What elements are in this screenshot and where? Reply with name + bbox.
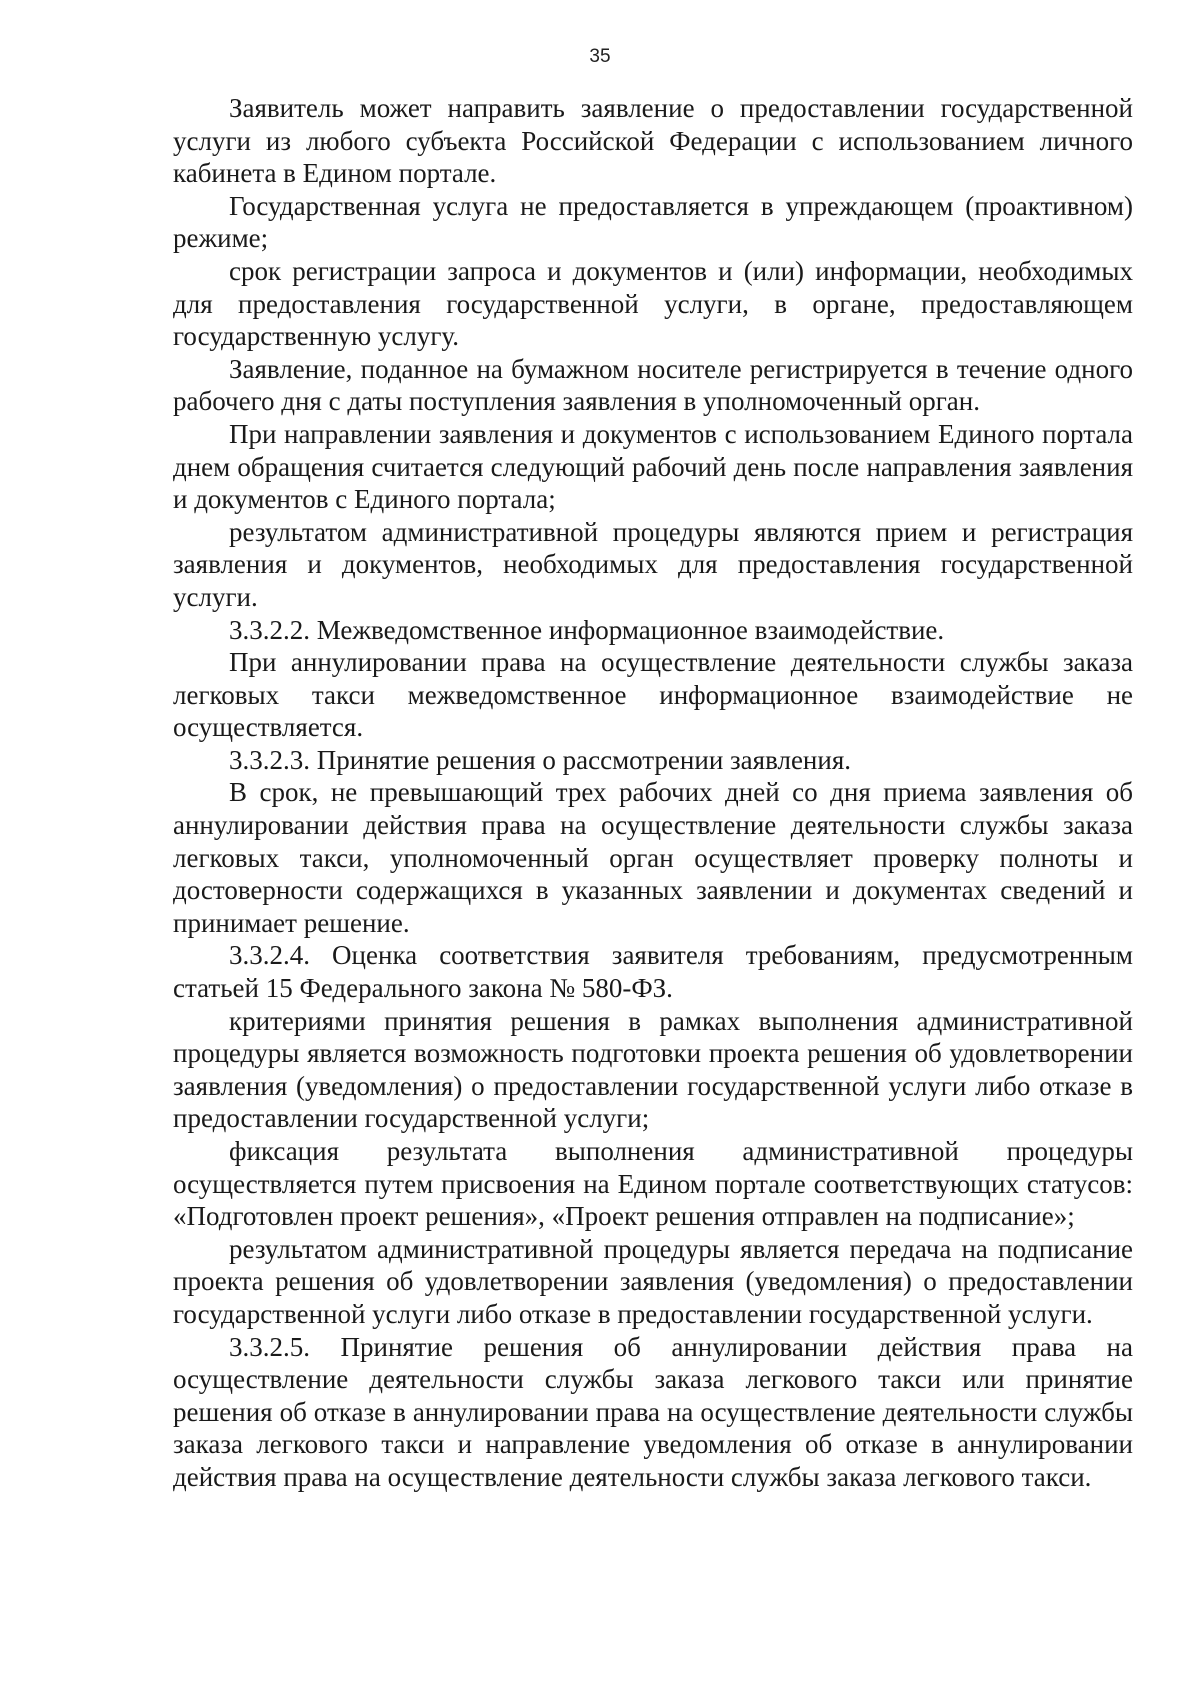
paragraph-no-interaction: При аннулировании права на осуществление деятельности службы заказа легковых такси межведомственное информационное взаимодействие не осуществляется. <box>173 647 1133 743</box>
paragraph-result-fixation: фиксация результата выполнения административной процедуры осуществляется путем присвоения на Едином портале соответствующих статусов: «Подготовлен проект решения», «Проект решения отправлен на подписание»; <box>173 1136 1133 1232</box>
paragraph-applicant-submission: Заявитель может направить заявление о предоставлении государственной услуги из любого субъекта Российской Федерации с использованием личного кабинета в Едином портале. <box>173 93 1133 189</box>
document-body <box>173 92 1133 1494</box>
paragraph-decision-criteria: критериями принятия решения в рамках выполнения административной процедуры является возможность подготовки проекта решения об удовлетворении заявления (уведомления) о предоставлении государственной услуги либо отказе в предоставлении государственной услуги; <box>173 1005 1133 1134</box>
page-number: 35 <box>589 46 611 67</box>
paragraph-review-term: В срок, не превышающий трех рабочих дней со дня приема заявления об аннулировании действия права на осуществление деятельности службы заказа легковых такси, уполномоченный орган осуществляет проверку полноты и достоверности содержащихся в указанных заявлении и документах сведений и принимает решение. <box>173 777 1133 938</box>
section-heading-3-3-2-4: 3.3.2.4. Оценка соответствия заявителя требованиям, предусмотренным статьей 15 Федерального закона № 580-ФЗ. <box>173 940 1133 1004</box>
paragraph-registration-term: срок регистрации запроса и документов и (или) информации, необходимых для предоставления государственной услуги, в органе, предоставляющем государственную услугу. <box>173 255 1133 352</box>
section-heading-3-3-2-3: 3.3.2.3. Принятие решения о рассмотрении заявления. <box>229 744 852 775</box>
section-heading-3-3-2-5: 3.3.2.5. Принятие решения об аннулировании действия права на осуществление деятельности службы заказа легкового такси или принятие решения об отказе в аннулировании права на осуществление деятельности службы заказа легкового такси и направление уведомления об отказе в аннулировании действия права на осуществление деятельности службы заказа легкового такси. <box>173 1331 1133 1492</box>
paragraph-paper-registration: Заявление, поданное на бумажном носителе регистрируется в течение одного рабочего дня с даты поступления заявления в уполномоченный орган. <box>173 353 1133 417</box>
paragraph-portal-submission: При направлении заявления и документов с использованием Единого портала днем обращения считается следующий рабочий день после направления заявления и документов с Единого портала; <box>173 418 1133 515</box>
paragraph-procedure-result: результатом административной процедуры являются прием и регистрация заявления и документов, необходимых для предоставления государственной услуги. <box>173 516 1133 612</box>
section-heading-3-3-2-2: 3.3.2.2. Межведомственное информационное взаимодействие. <box>229 614 945 645</box>
paragraph-signing-transfer: результатом административной процедуры является передача на подписание проекта решения об удовлетворении заявления (уведомления) о предоставлении государственной услуги либо отказе в предоставлении государственной услуги. <box>173 1233 1133 1329</box>
paragraph-proactive-mode: Государственная услуга не предоставляется в упреждающем (проактивном) режиме; <box>173 190 1133 254</box>
